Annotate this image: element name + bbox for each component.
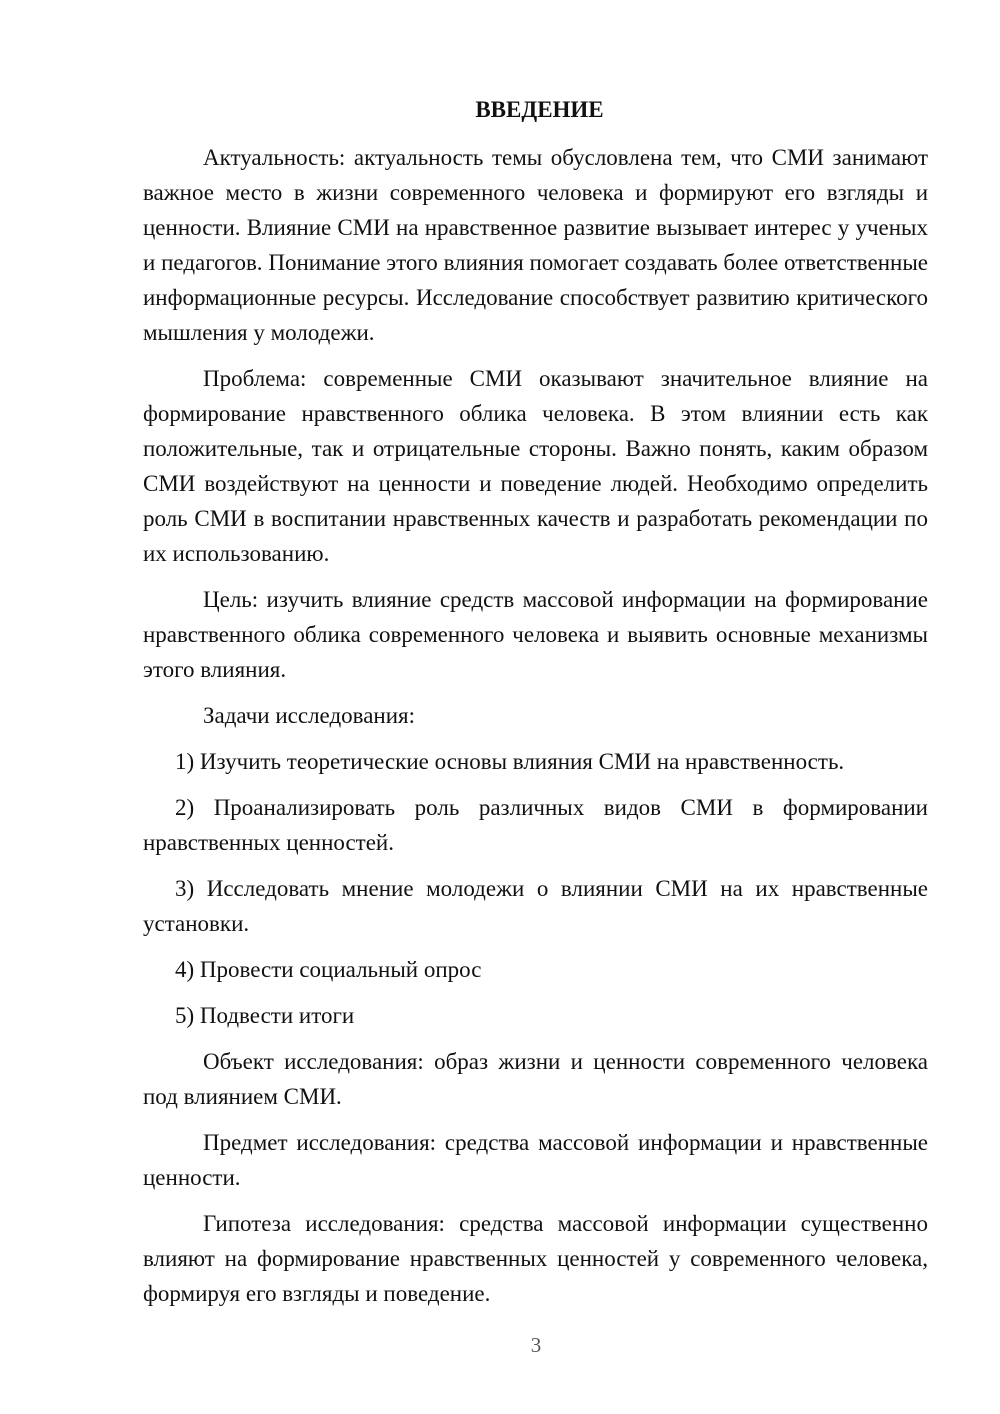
page-number: 3 [530, 1333, 542, 1357]
object-paragraph: Объект исследования: образ жизни и ценности современного человека под влиянием СМИ. [143, 1049, 928, 1109]
task-item: 3) Исследовать мнение молодежи о влиянии СМИ на их нравственные установки. [143, 876, 928, 936]
task-item: 4) Провести социальный опрос [175, 957, 482, 982]
tasks-heading: Задачи исследования: [203, 703, 416, 728]
goal-paragraph: Цель: изучить влияние средств массовой информации на формирование нравственного облика современного человека и выявить основные механизмы этого влияния. [143, 587, 928, 682]
task-item: 1) Изучить теоретические основы влияния СМИ на нравственность. [175, 749, 845, 774]
hypothesis-paragraph: Гипотеза исследования: средства массовой информации существенно влияют на формирование нравственных ценностей у современного человека, формируя его взгляды и поведение. [143, 1211, 928, 1306]
page-content [143, 94, 928, 1322]
task-item: 5) Подвести итоги [175, 1003, 355, 1028]
problem-paragraph: Проблема: современные СМИ оказывают значительное влияние на формирование нравственного облика человека. В этом влиянии есть как положительные, так и отрицательные стороны. Важно понять, каким образом СМИ воздействуют на ценности и поведение людей. Необходимо определить роль СМИ в воспитании нравственных качеств и разработать рекомендации по их использованию. [143, 366, 928, 566]
task-item: 2) Проанализировать роль различных видов СМИ в формировании нравственных ценностей. [143, 795, 928, 855]
relevance-paragraph: Актуальность: актуальность темы обусловлена тем, что СМИ занимают важное место в жизни современного человека и формируют его взгляды и ценности. Влияние СМИ на нравственное развитие вызывает интерес у ученых и педагогов. Понимание этого влияния помогает создавать более ответственные информационные ресурсы. Исследование способствует развитию критического мышления у молодежи. [143, 145, 928, 345]
subject-paragraph: Предмет исследования: средства массовой информации и нравственные ценности. [143, 1130, 928, 1190]
page-title: ВВЕДЕНИЕ [475, 97, 604, 122]
